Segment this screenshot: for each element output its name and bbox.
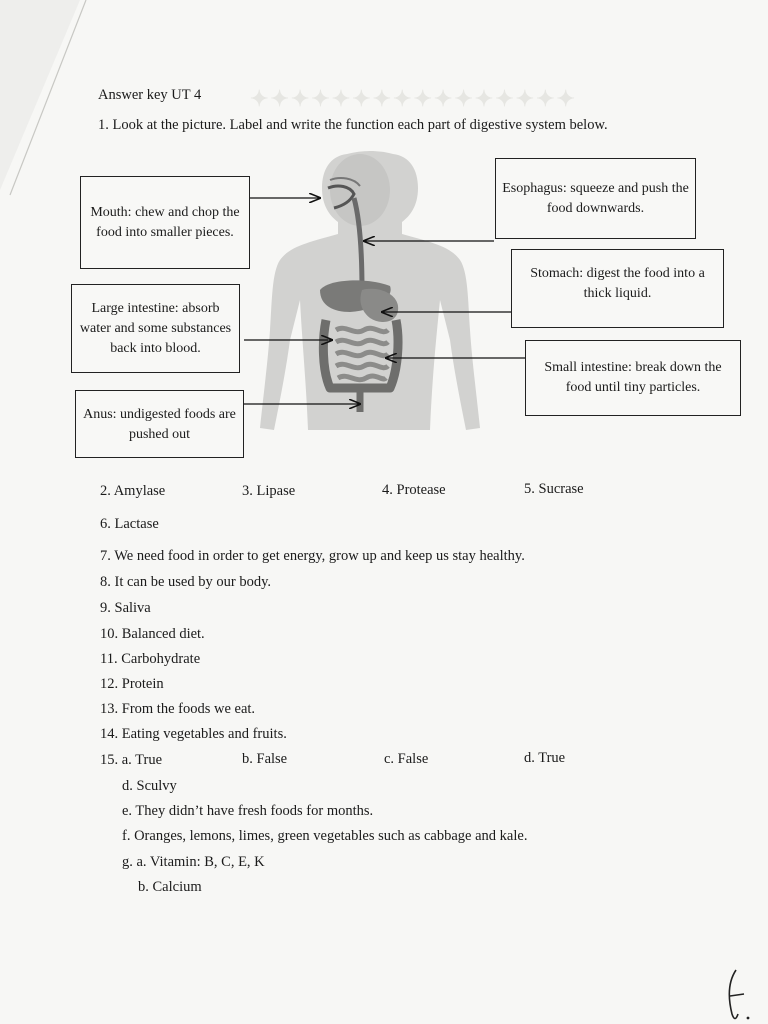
small-intestine-label: Small intestine: break down the food until tiny particles. <box>544 360 722 395</box>
answer-15c: c. False <box>384 751 429 767</box>
answer-15d-truefalse: d. True <box>524 750 566 766</box>
anus-label-box <box>75 390 244 458</box>
answer-13: 13. From the foods we eat. <box>100 701 256 717</box>
stomach-label: Stomach: digest the food into a thick liquid. <box>530 266 705 301</box>
answer-4: 4. Protease <box>382 482 446 498</box>
digestive-system-figure <box>250 150 490 440</box>
show-through-text: ✦✦✦✦✦✦✦✦✦✦✦✦✦✦✦✦ <box>250 86 577 111</box>
answer-12: 12. Protein <box>100 676 164 692</box>
answer-15d: d. Sculvy <box>122 778 177 794</box>
question-1: 1. Look at the picture. Label and write the function each part of digestive system below. <box>98 117 608 133</box>
mouth-label: Mouth: chew and chop the food into smaller pieces. <box>90 204 240 240</box>
answer-15f: f. Oranges, lemons, limes, green vegetables such as cabbage and kale. <box>122 828 528 844</box>
answer-15g-b: b. Calcium <box>138 879 202 895</box>
answer-10: 10. Balanced diet. <box>100 626 205 642</box>
mouth-label-box <box>80 176 250 269</box>
answer-8: 8. It can be used by our body. <box>100 574 272 590</box>
answer-5: 5. Sucrase <box>524 481 584 497</box>
small-intestine-label-box <box>525 340 741 416</box>
answer-15g: g. a. Vitamin: B, C, E, K <box>122 854 265 870</box>
answer-2: 2. Amylase <box>100 483 166 499</box>
answer-15e: e. They didn’t have fresh foods for months. <box>122 803 374 819</box>
page-header: Answer key UT 4 <box>98 87 202 103</box>
large-intestine-label-box <box>71 284 240 373</box>
esophagus-label: Esophagus: squeeze and push the food downwards. <box>502 180 689 216</box>
handwritten-mark <box>718 968 758 1024</box>
anus-label: Anus: undigested foods are pushed out <box>83 407 236 442</box>
answer-9: 9. Saliva <box>100 600 151 616</box>
esophagus-label-box <box>495 158 696 239</box>
answer-15a: 15. a. True <box>100 752 163 768</box>
stomach-label-box <box>511 249 724 328</box>
answer-7: 7. We need food in order to get energy, grow up and keep us stay healthy. <box>100 548 525 564</box>
large-intestine-label: Large intestine: absorb water and some substances back into blood. <box>79 300 232 356</box>
answer-15b: b. False <box>242 751 288 767</box>
answer-14: 14. Eating vegetables and fruits. <box>100 726 287 742</box>
answer-11: 11. Carbohydrate <box>100 651 201 667</box>
answer-6: 6. Lactase <box>100 516 159 532</box>
answer-3: 3. Lipase <box>242 483 296 499</box>
